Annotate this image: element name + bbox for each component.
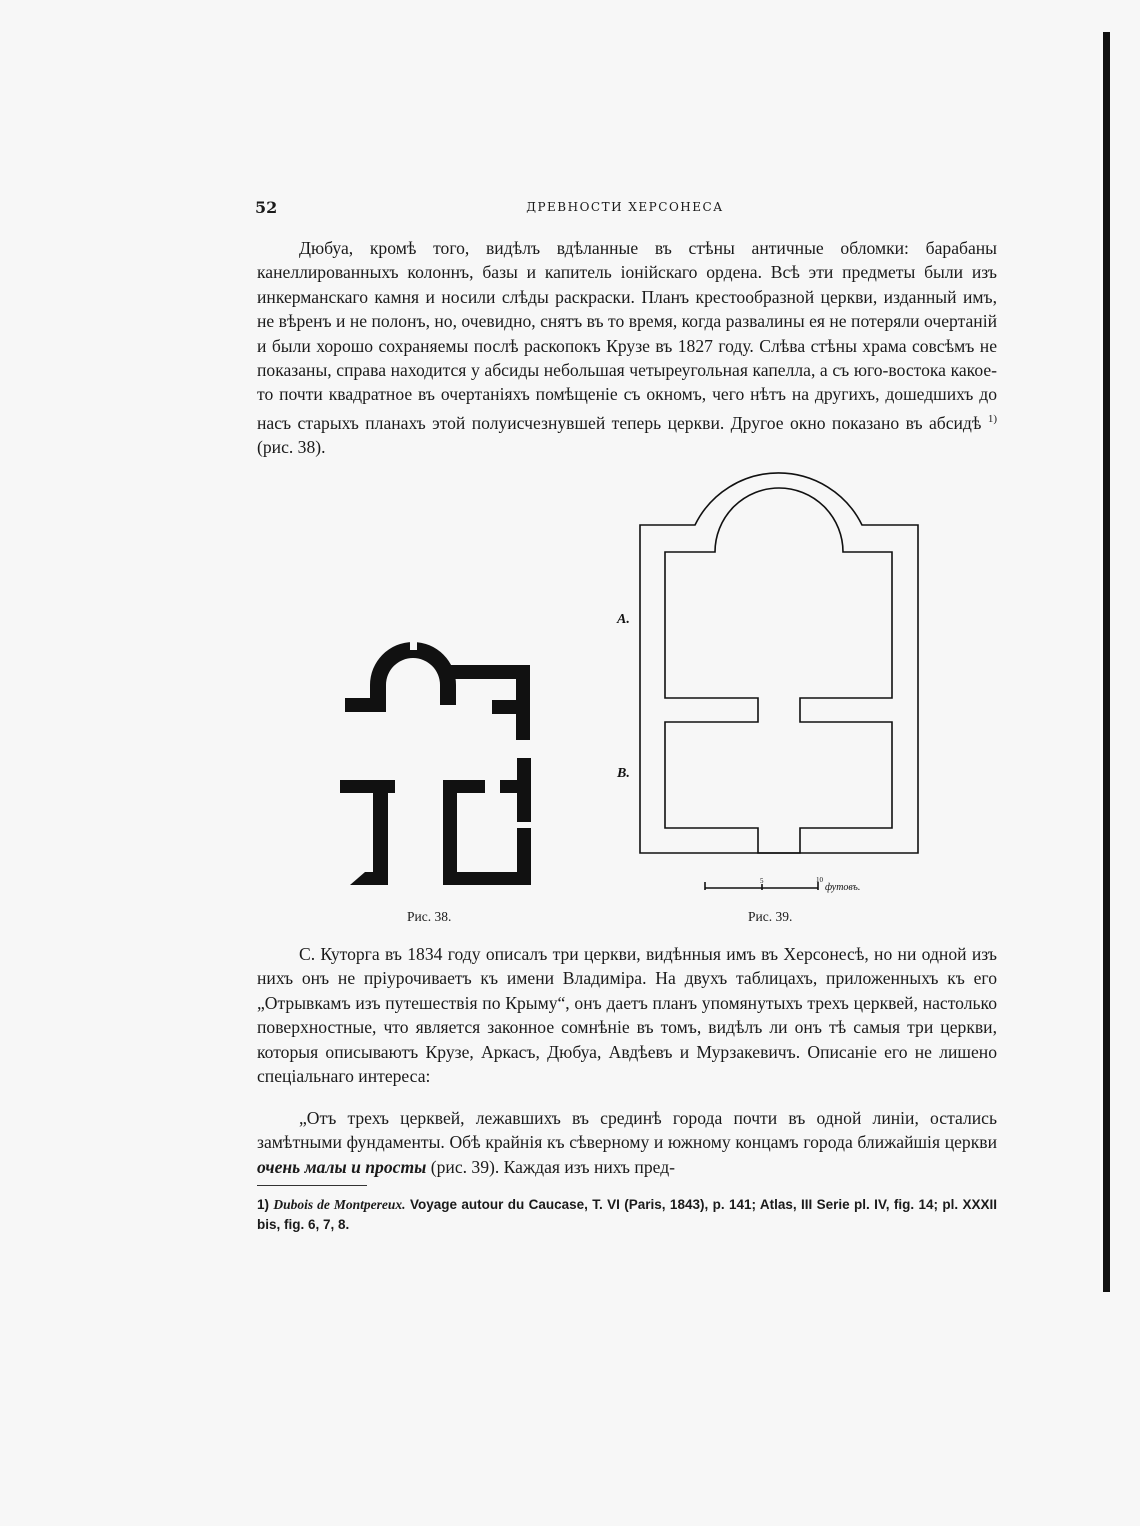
figure-39-church-plan: [600, 470, 930, 910]
figure-38-caption: Рис. 38.: [407, 909, 452, 924]
running-title: ДРЕВНОСТИ ХЕРСОНЕСА: [526, 200, 724, 214]
fig38-south-left-wall: [373, 780, 388, 875]
fig39-inner-wall: [665, 488, 892, 853]
paragraph-quote-tail: (рис. 39). Каждая изъ нихъ пред-: [426, 1156, 676, 1177]
fig38-room-left-wall: [443, 780, 457, 885]
footnote-divider: [257, 1185, 367, 1186]
paragraph-kutorga: С. Куторга въ 1834 году описалъ три церкви, видѣнныя имъ въ Херсонесѣ, но ни одной изъ нихъ онъ не пріурочиваетъ къ имени Владиміра. На двухъ таблицахъ, приложенныхъ къ его „Отрывкамъ изъ путешествія по Крыму“, онъ даетъ планъ упомянутыхъ трехъ церквей, настолько поверхностные, что является законное сомнѣніе въ томъ, видѣлъ ли онъ тѣ самыя три церкви, которыя описываютъ Крузе, Аркасъ, Дюбуа, Авдѣевъ и Мурзакевичъ. Описаніе его не лишено спеціальнаго интереса:: [257, 944, 997, 1087]
fig38-chapel-right-wall: [516, 665, 530, 740]
paragraph-dubois-tail: (рис. 38).: [257, 437, 326, 458]
fig38-room-top-right-wall: [500, 780, 520, 793]
paragraph-dubois-text: Дюбуа, кромѣ того, видѣлъ вдѣланные въ стѣны античные обломки: барабаны канеллированныхъ колоннъ, базы и капитель іонійскаго ордена. Всѣ эти предметы были изъ инкерманскаго камня и носили слѣды раскраски. Планъ крестообразной церкви, изданный имъ, не вѣренъ и не полонъ, но, очевидно, снятъ въ то время, когда развалины ея не потеряли очертаній и были хорошо сохраняемы послѣ раскопокъ Крузе въ 1827 году. Слѣва стѣны храма совсѣмъ не показаны, справа находится у абсиды небольшая четыреугольная капелла, а съ юго-востока какое-то почти квадратное въ очертаніяхъ помѣщеніе съ окномъ, чего нѣтъ на другихъ, дошедшихъ до насъ старыхъ планахъ этой полуисчезнувшей теперь церкви. Другое окно показано въ абсидѣ: [257, 238, 997, 433]
figure-38-church-plan: [335, 630, 545, 890]
footnote-reference[interactable]: 1): [987, 412, 997, 425]
figure-39-caption: Рис. 39.: [748, 909, 793, 924]
page-header: [255, 198, 995, 220]
paragraph-quote-text: „Отъ трехъ церквей, лежавшихъ въ срединѣ города почти въ одной линіи, остались замѣтными фундаменты. Обѣ крайнія къ сѣверному и южному концамъ города ближайшія церкви: [257, 1108, 997, 1153]
fig38-apse-window: [410, 639, 417, 650]
paragraph-quote: [257, 1106, 997, 1179]
fig39-outer-wall: [640, 473, 918, 853]
paragraph-dubois: [257, 236, 997, 460]
fig39-outlines: [640, 473, 918, 890]
fig38-room-window: [517, 822, 531, 828]
fig38-walls: [340, 642, 531, 885]
fig39-scale-label-10: 10: [816, 876, 823, 884]
fig38-left-north-arm: [345, 698, 386, 712]
fig39-scale-label-5: 5: [760, 877, 764, 885]
fig38-south-left-foot: [350, 872, 388, 885]
fig38-room-right-wall: [517, 758, 531, 885]
fig39-scale-unit: футовъ.: [825, 882, 861, 893]
footnote: [257, 1195, 997, 1235]
footnote-marker: 1): [257, 1197, 270, 1212]
fig39-label-b: В.: [617, 766, 630, 781]
emphasized-phrase: очень малы и просты: [257, 1156, 427, 1177]
scan-edge-bar: [1103, 32, 1110, 1292]
footnote-author: Dubois de Montpereux.: [273, 1197, 406, 1212]
fig38-chapel-stub: [492, 700, 504, 714]
footnote-text: Voyage autour du Caucase, T. VI (Paris, 1843), p. 141; Atlas, III Serie pl. IV, fig. 14; pl. XXXII bis, fig. 6, 7, 8.: [257, 1197, 997, 1232]
fig39-label-a: А.: [617, 612, 630, 627]
page-number: 52: [255, 198, 278, 217]
